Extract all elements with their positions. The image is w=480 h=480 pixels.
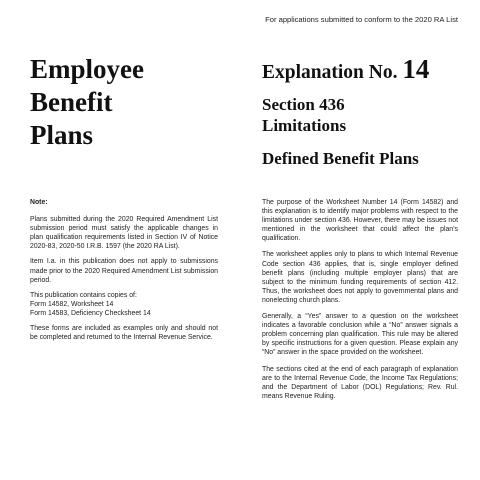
note-label: Note: — [30, 199, 48, 206]
section-line-2: Limitations — [262, 116, 347, 135]
explanation-paragraph-3: Generally, a “Yes” answer to a question on the worksheet indicates a favorable conclusion while a “No” answer signals a problem concerning plan qualification. This rule may be altered by specific instructions for a given question. Please explain any “No” answer in the space provided on the worksheet. — [262, 313, 458, 357]
explanation-paragraph-1: The purpose of the Worksheet Number 14 (Form 14582) and this explanation is to identify major problems with respect to the limitations under section 436. However, there may be issues not mentioned in the worksheet that could affect the plan’s qualification. — [262, 199, 458, 243]
header-note: For applications submitted to conform to the 2020 RA List — [265, 15, 458, 24]
explanation-paragraph-4: The sections cited at the end of each paragraph of explanation are to the Internal Revenue Code, the Income Tax Regulations; and the Department of Labor (DOL) Regulations; Rev. Rul. means Revenue Ruling. — [262, 365, 458, 400]
explanation-column — [262, 198, 458, 408]
title-line-1: Employee — [30, 54, 144, 84]
title-line-3: Plans — [30, 120, 94, 150]
forms-intro: This publication contains copies of: — [30, 291, 137, 299]
section-heading — [262, 94, 429, 136]
forms-list — [30, 291, 218, 318]
plan-type-subtitle: Defined Benefit Plans — [262, 149, 419, 168]
explanation-number-line — [262, 56, 429, 86]
explanation-number: 14 — [402, 54, 430, 84]
note-paragraph-1: Plans submitted during the 2020 Required Amendment List submission period must satisfy the applicable changes in plan qualification requirements listed in Section IV of Notice 2020-83, 2020-50 I.R.B. 1597 (the 2020 RA List). — [30, 216, 218, 251]
form-item-checksheet: Form 14583, Deficiency Checksheet 14 — [30, 309, 151, 317]
publication-title — [30, 53, 144, 152]
note-paragraph-2: Item I.a. in this publication does not apply to submissions made prior to the 2020 Required Amendment List submission period. — [30, 258, 218, 284]
form-item-worksheet: Form 14582, Worksheet 14 — [30, 300, 114, 308]
title-line-2: Benefit — [30, 87, 113, 117]
explanation-label: Explanation No. — [262, 62, 398, 83]
explanation-heading — [262, 56, 429, 169]
section-line-1: Section 436 — [262, 95, 345, 114]
note-column — [30, 198, 218, 348]
note-paragraph-4: These forms are included as examples only and should not be completed and returned to the Internal Revenue Service. — [30, 325, 218, 342]
explanation-paragraph-2: The worksheet applies only to plans to which Internal Revenue Code section 436 applies, that is, single employer defined benefit plans (including multiple employer plans) that are subject to the minimum funding requirements of section 412. Thus, the worksheet does not apply to governmental plans and nonelecting church plans. — [262, 251, 458, 304]
